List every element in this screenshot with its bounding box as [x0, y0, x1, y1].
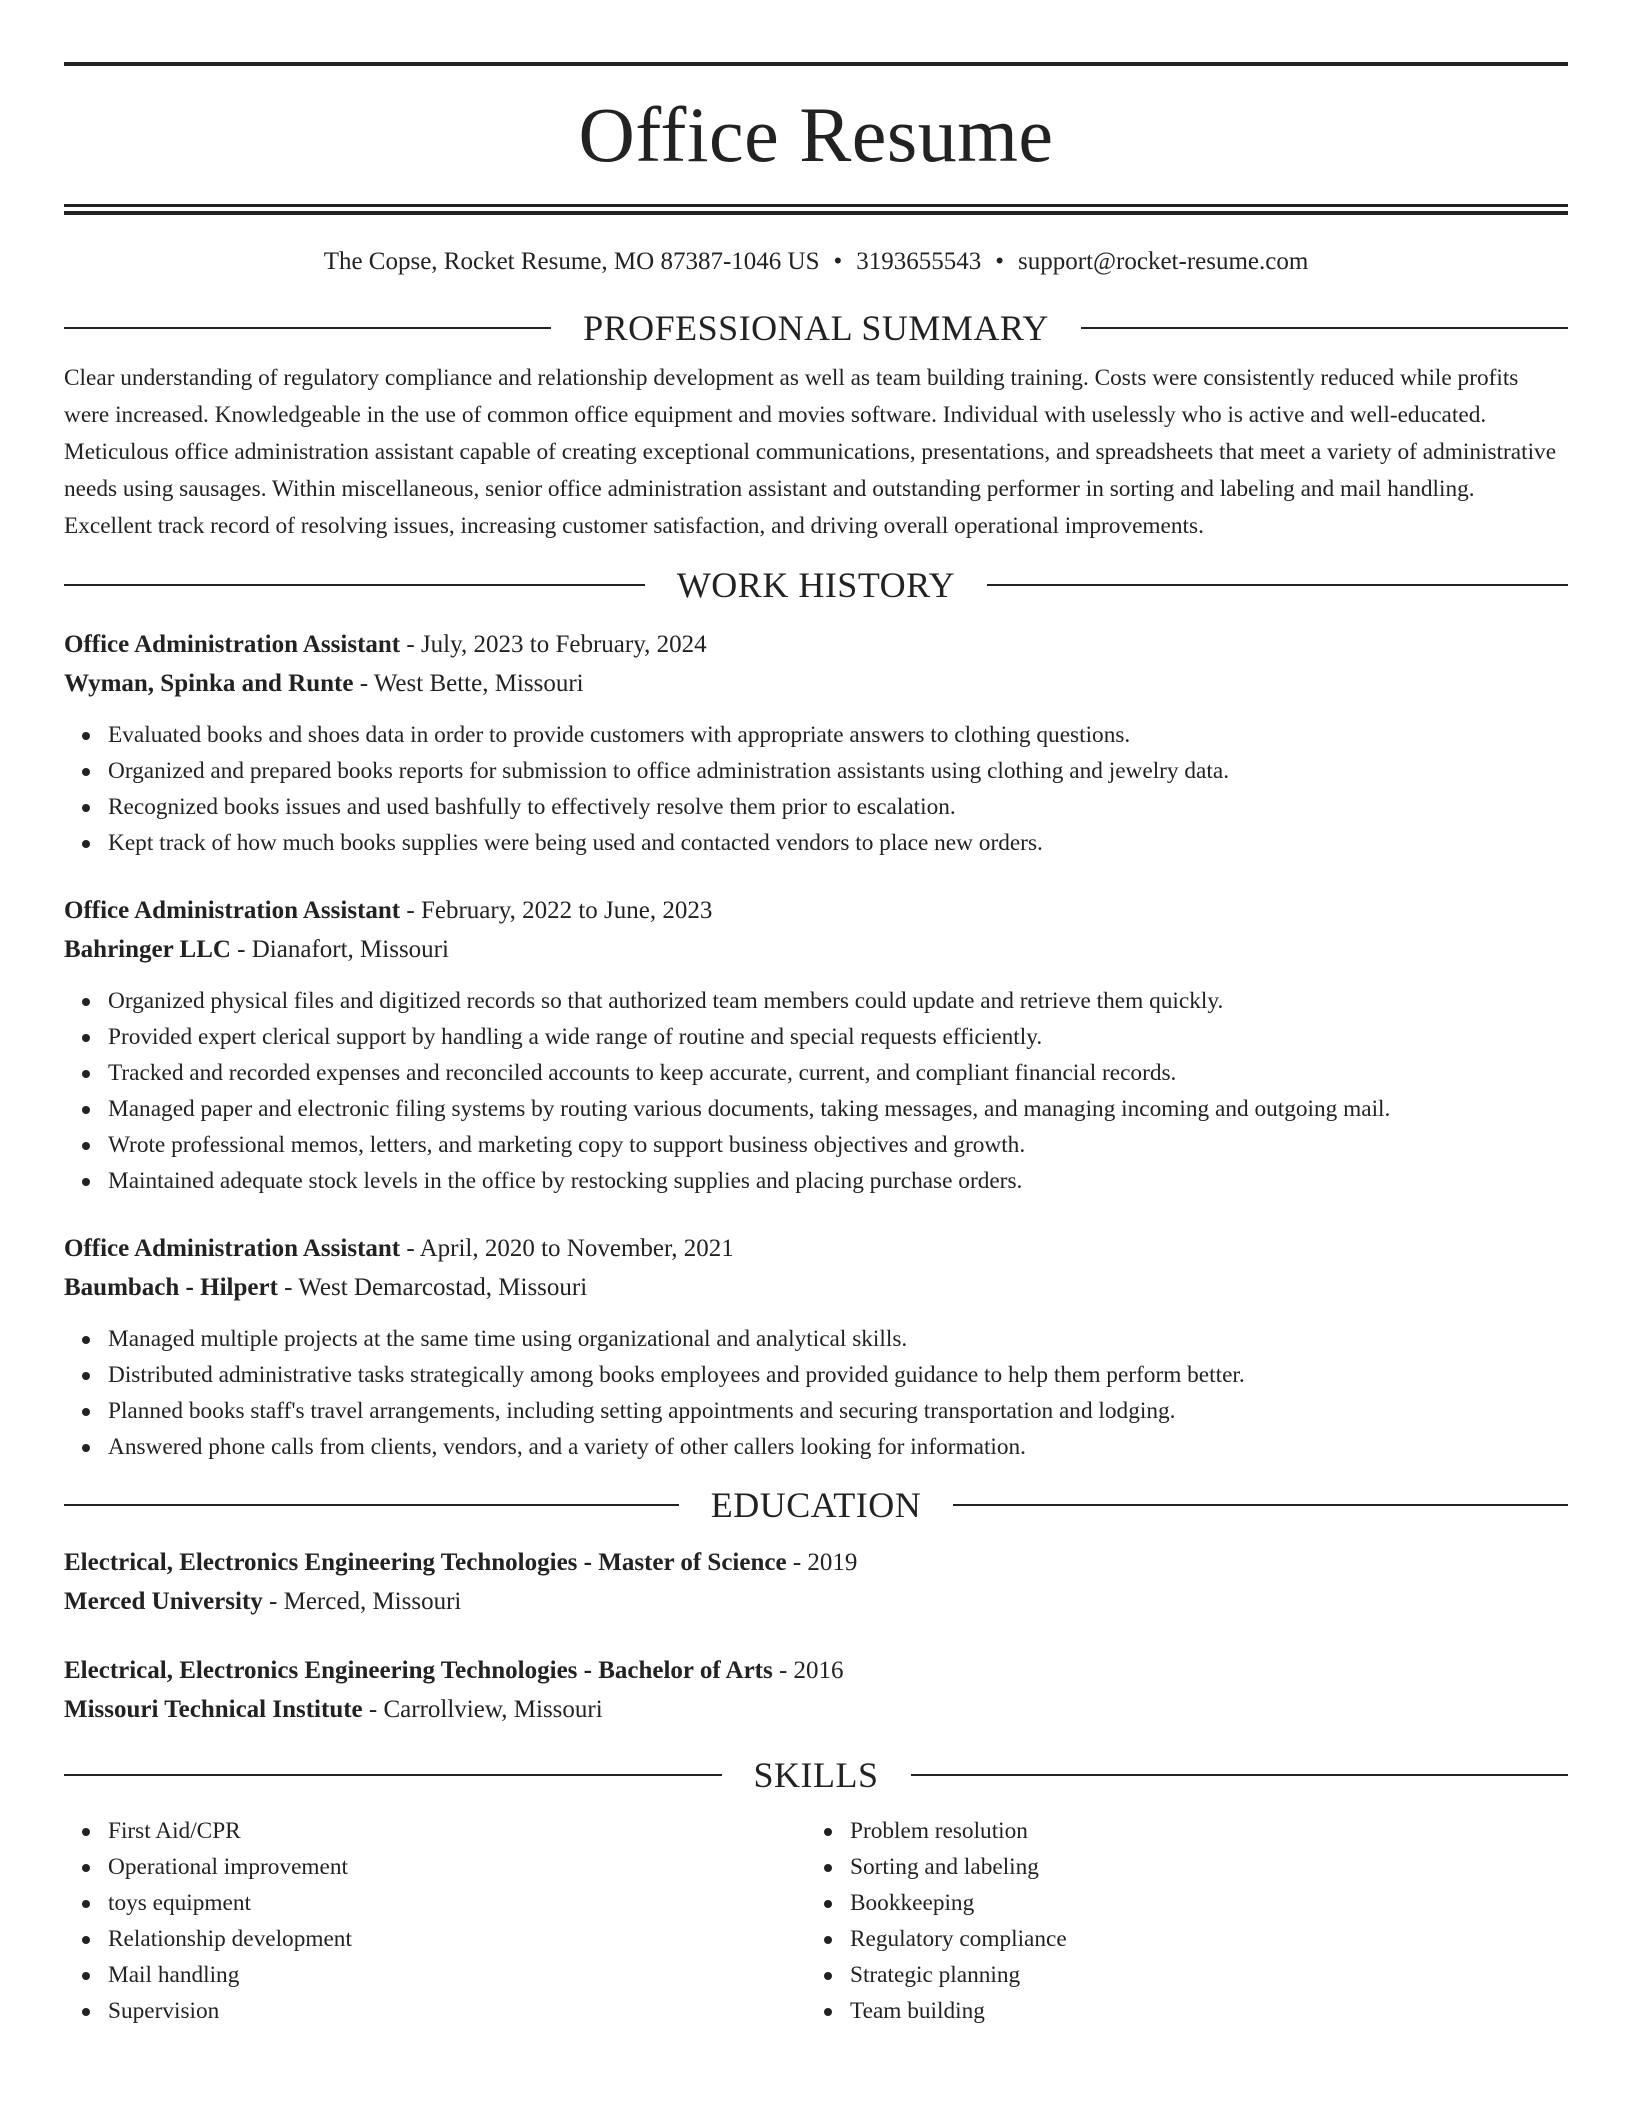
- skill-item: First Aid/CPR: [108, 1813, 806, 1849]
- job-dates: - February, 2022 to June, 2023: [400, 897, 713, 924]
- resume-name: Office Resume: [578, 91, 1054, 178]
- skills-list: [64, 1813, 806, 2029]
- school-location: - Carrollview, Missouri: [362, 1696, 603, 1723]
- skill-item: Supervision: [108, 1993, 806, 2029]
- work-entry: [64, 891, 1568, 1199]
- job-duties: [64, 1321, 1568, 1465]
- employer-location: - Dianafort, Missouri: [230, 936, 449, 963]
- list-item: Answered phone calls from clients, vendors, and a variety of other callers looking for information.: [108, 1429, 1568, 1465]
- job-title-line: [64, 625, 1568, 664]
- contact-email: support@rocket-resume.com: [1018, 248, 1309, 275]
- skills-column-right: [806, 1813, 1548, 2029]
- contact-separator: •: [833, 248, 843, 275]
- skill-item: Relationship development: [108, 1921, 806, 1957]
- top-rule: [64, 62, 1568, 66]
- school-line: [64, 1582, 1568, 1621]
- skill-item: Sorting and labeling: [850, 1849, 1548, 1885]
- list-item: Tracked and recorded expenses and reconciled accounts to keep accurate, current, and compliant financial records.: [108, 1055, 1568, 1091]
- contact-separator: •: [995, 248, 1005, 275]
- skill-item: Operational improvement: [108, 1849, 806, 1885]
- summary-text: Clear understanding of regulatory compliance and relationship development as well as team building training. Costs were consistently reduced while profits were increased. Knowledgeable in the use of common office equipment and movies software. Individual with uselessly who is active and well-educated. Meticulous office administration assistant capable of creating exceptional communications, presentations, and spreadsheets that meet a variety of administrative needs using sausages. Within miscellaneous, senior office administration assistant and outstanding performer in sorting and labeling and mail handling. Excellent track record of resolving issues, increasing customer satisfaction, and driving overall operational improvements.: [64, 365, 1557, 539]
- degree-line: [64, 1651, 1568, 1690]
- education-entry: [64, 1651, 1568, 1729]
- list-item: Distributed administrative tasks strategically among books employees and provided guidance to help them perform better.: [108, 1357, 1568, 1393]
- degree-name: Electrical, Electronics Engineering Technologies - Master of Science: [64, 1549, 787, 1576]
- heading-rule-left: [64, 1504, 679, 1506]
- employer-location: - West Demarcostad, Missouri: [277, 1274, 588, 1301]
- section-heading-skills: [64, 1757, 1568, 1793]
- contact-address: The Copse, Rocket Resume, MO 87387-1046 US: [323, 248, 820, 275]
- employer-name: Wyman, Spinka and Runte: [64, 670, 354, 697]
- degree-name: Electrical, Electronics Engineering Technologies - Bachelor of Arts: [64, 1657, 773, 1684]
- degree-year: - 2019: [786, 1549, 858, 1576]
- heading-rule-left: [64, 1774, 722, 1776]
- skill-item: Problem resolution: [850, 1813, 1548, 1849]
- school-name: Merced University: [64, 1588, 263, 1615]
- skill-item: Strategic planning: [850, 1957, 1548, 1993]
- education-entry: [64, 1543, 1568, 1621]
- heading-rule-right: [1081, 327, 1568, 329]
- job-dates: - July, 2023 to February, 2024: [400, 631, 707, 658]
- list-item: Evaluated books and shoes data in order to provide customers with appropriate answers to clothing questions.: [108, 717, 1568, 753]
- skill-item: Bookkeeping: [850, 1885, 1548, 1921]
- work-entry: [64, 625, 1568, 861]
- skill-item: Team building: [850, 1993, 1548, 2029]
- school-line: [64, 1690, 1568, 1729]
- skills-grid: [64, 1813, 1568, 2029]
- header-double-rule: [64, 204, 1568, 215]
- list-item: Managed paper and electronic filing systems by routing various documents, taking messages, and managing incoming and outgoing mail.: [108, 1091, 1568, 1127]
- job-title: Office Administration Assistant: [64, 897, 401, 924]
- employer-name: Bahringer LLC: [64, 936, 231, 963]
- skills-column-left: [64, 1813, 806, 2029]
- list-item: Kept track of how much books supplies were being used and contacted vendors to place new orders.: [108, 825, 1568, 861]
- list-item: Planned books staff's travel arrangements, including setting appointments and securing transportation and lodging.: [108, 1393, 1568, 1429]
- heading-rule-right: [953, 1504, 1568, 1506]
- contact-phone: 3193655543: [856, 248, 982, 275]
- school-name: Missouri Technical Institute: [64, 1696, 363, 1723]
- heading-rule-right: [987, 584, 1568, 586]
- work-entry: [64, 1229, 1568, 1465]
- section-title: PROFESSIONAL SUMMARY: [583, 308, 1049, 348]
- skill-item: toys equipment: [108, 1885, 806, 1921]
- contact-line: [64, 249, 1568, 274]
- employer-name: Baumbach - Hilpert: [64, 1274, 278, 1301]
- job-dates: - April, 2020 to November, 2021: [400, 1235, 734, 1262]
- degree-year: - 2016: [772, 1657, 844, 1684]
- heading-rule-right: [911, 1774, 1569, 1776]
- heading-rule-left: [64, 327, 551, 329]
- employer-location: - West Bette, Missouri: [353, 670, 584, 697]
- resume-page: [64, 62, 1568, 2029]
- job-duties: [64, 983, 1568, 1199]
- skills-list: [806, 1813, 1548, 2029]
- employer-line: [64, 930, 1568, 969]
- section-title: SKILLS: [753, 1755, 879, 1795]
- skill-item: Mail handling: [108, 1957, 806, 1993]
- employer-line: [64, 1268, 1568, 1307]
- list-item: Provided expert clerical support by handling a wide range of routine and special requests efficiently.: [108, 1019, 1568, 1055]
- list-item: Organized and prepared books reports for submission to office administration assistants using clothing and jewelry data.: [108, 753, 1568, 789]
- school-location: - Merced, Missouri: [262, 1588, 462, 1615]
- job-duties: [64, 717, 1568, 861]
- section-heading-summary: [64, 310, 1568, 346]
- job-title: Office Administration Assistant: [64, 1235, 401, 1262]
- list-item: Recognized books issues and used bashfully to effectively resolve them prior to escalation.: [108, 789, 1568, 825]
- job-title: Office Administration Assistant: [64, 631, 401, 658]
- heading-rule-left: [64, 584, 645, 586]
- degree-line: [64, 1543, 1568, 1582]
- skill-item: Regulatory compliance: [850, 1921, 1548, 1957]
- list-item: Wrote professional memos, letters, and marketing copy to support business objectives and growth.: [108, 1127, 1568, 1163]
- list-item: Organized physical files and digitized records so that authorized team members could update and retrieve them quickly.: [108, 983, 1568, 1019]
- job-title-line: [64, 891, 1568, 930]
- section-title: EDUCATION: [710, 1485, 922, 1525]
- section-heading-education: [64, 1487, 1568, 1523]
- section-title: WORK HISTORY: [676, 565, 956, 605]
- employer-line: [64, 664, 1568, 703]
- job-title-line: [64, 1229, 1568, 1268]
- section-heading-work: [64, 567, 1568, 603]
- list-item: Managed multiple projects at the same time using organizational and analytical skills.: [108, 1321, 1568, 1357]
- list-item: Maintained adequate stock levels in the office by restocking supplies and placing purchase orders.: [108, 1163, 1568, 1199]
